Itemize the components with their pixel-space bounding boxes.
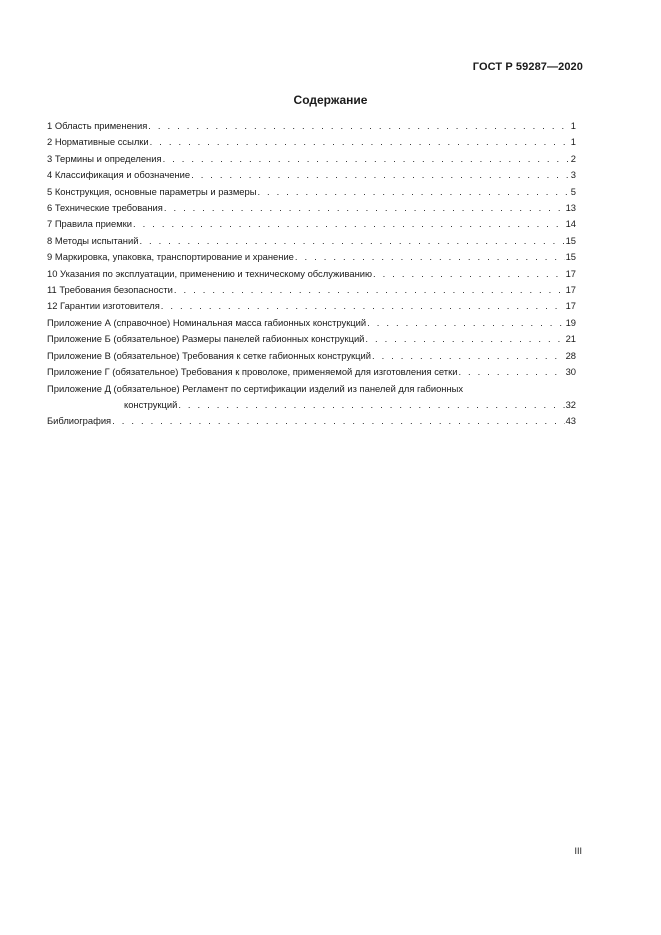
toc-leader — [365, 331, 564, 347]
toc-leader — [178, 397, 564, 413]
toc-entry-text-continued: конструкций — [124, 398, 178, 410]
toc-entry-page: 17 — [565, 267, 576, 279]
toc-entry[interactable] — [47, 315, 576, 331]
toc-entry-page: 30 — [565, 366, 576, 378]
toc-entry-page: 2 — [570, 152, 576, 164]
toc-entry[interactable] — [47, 331, 576, 347]
toc-entry[interactable] — [47, 200, 576, 216]
toc-entry-page: 5 — [570, 185, 576, 197]
toc-entry[interactable] — [47, 249, 576, 265]
toc-leader — [367, 315, 564, 331]
table-of-contents — [47, 118, 576, 430]
toc-entry[interactable] — [47, 118, 576, 134]
toc-entry-page: 15 — [565, 234, 576, 246]
toc-entry-bibliography[interactable] — [47, 413, 576, 429]
toc-leader — [139, 233, 564, 249]
toc-entry-text: Приложение В (обязательное) Требования к сетке габионных конструкций — [47, 349, 371, 361]
toc-entry-text: 9 Маркировка, упаковка, транспортирование и хранение — [47, 251, 294, 263]
toc-leader — [174, 282, 565, 298]
toc-leader — [191, 167, 570, 183]
toc-entry-page: 3 — [570, 169, 576, 181]
toc-leader — [458, 364, 564, 380]
toc-entry-text: 7 Правила приемки — [47, 218, 133, 230]
toc-entry-page: 1 — [570, 120, 576, 131]
toc-entry-page: 15 — [565, 251, 576, 263]
toc-entry-text: Приложение Б (обязательное) Размеры панелей габионных конструкций — [47, 333, 365, 345]
toc-entry-text: 6 Технические требования — [47, 202, 163, 214]
toc-entry-text: 11 Требования безопасности — [47, 284, 173, 296]
toc-entry[interactable] — [47, 167, 576, 183]
toc-leader — [164, 200, 565, 216]
toc-entry[interactable] — [47, 266, 576, 282]
toc-leader — [148, 118, 569, 134]
toc-title: Содержание — [293, 93, 368, 107]
toc-entry-page: 32 — [565, 398, 576, 410]
toc-entry-text: Приложение Г (обязательное) Требования к проволоке, применяемой для изготовления сетки — [47, 366, 458, 378]
toc-entry[interactable] — [47, 184, 576, 200]
toc-entry-text: 12 Гарантии изготовителя — [47, 300, 160, 312]
toc-entry[interactable] — [47, 233, 576, 249]
toc-entry[interactable] — [47, 216, 576, 232]
page-number: III — [574, 846, 582, 856]
toc-entry-text: 1 Область применения — [47, 120, 148, 131]
toc-entry-text: 3 Термины и определения — [47, 152, 162, 164]
toc-leader — [133, 216, 565, 232]
toc-entry-page: 1 — [570, 136, 576, 148]
toc-entry[interactable] — [47, 364, 576, 380]
toc-entry[interactable] — [47, 134, 576, 150]
toc-entry-text: 2 Нормативные ссылки — [47, 136, 149, 148]
toc-entry-page: 28 — [565, 349, 576, 361]
toc-entry-page: 19 — [565, 316, 576, 328]
toc-entry-continuation — [47, 397, 576, 413]
toc-entry-text: 4 Классификация и обозначение — [47, 169, 191, 181]
toc-entry-page: 14 — [565, 218, 576, 230]
toc-entry[interactable] — [47, 298, 576, 314]
toc-entry-text: Приложение Д (обязательное) Регламент по сертификации изделий из панелей для габионных — [47, 382, 464, 394]
toc-entry-text: Библиография — [47, 415, 112, 427]
toc-entry-annex-d[interactable] — [47, 381, 576, 414]
toc-entry-text: Приложение А (справочное) Номинальная масса габионных конструкций — [47, 316, 367, 328]
toc-leader — [372, 348, 565, 364]
toc-entry[interactable] — [47, 348, 576, 364]
toc-entry[interactable] — [47, 151, 576, 167]
toc-entry-page: 17 — [565, 284, 576, 296]
toc-leader — [161, 298, 565, 314]
toc-entry[interactable] — [47, 282, 576, 298]
toc-entry-page: 13 — [565, 202, 576, 214]
toc-leader — [295, 249, 565, 265]
toc-leader — [163, 151, 570, 167]
toc-leader — [112, 413, 564, 429]
toc-leader — [150, 134, 570, 150]
toc-leader — [373, 266, 565, 282]
toc-entry-page: 43 — [565, 415, 576, 427]
document-code: ГОСТ Р 59287—2020 — [472, 61, 583, 73]
toc-entry-text: 5 Конструкция, основные параметры и размеры — [47, 185, 257, 197]
toc-entry-page: 17 — [565, 300, 576, 312]
toc-leader — [257, 184, 569, 200]
toc-entry-text: 10 Указания по эксплуатации, применению и техническому обслуживанию — [47, 267, 373, 279]
toc-entry-text: 8 Методы испытаний — [47, 234, 139, 246]
toc-entry-page: 21 — [565, 333, 576, 345]
